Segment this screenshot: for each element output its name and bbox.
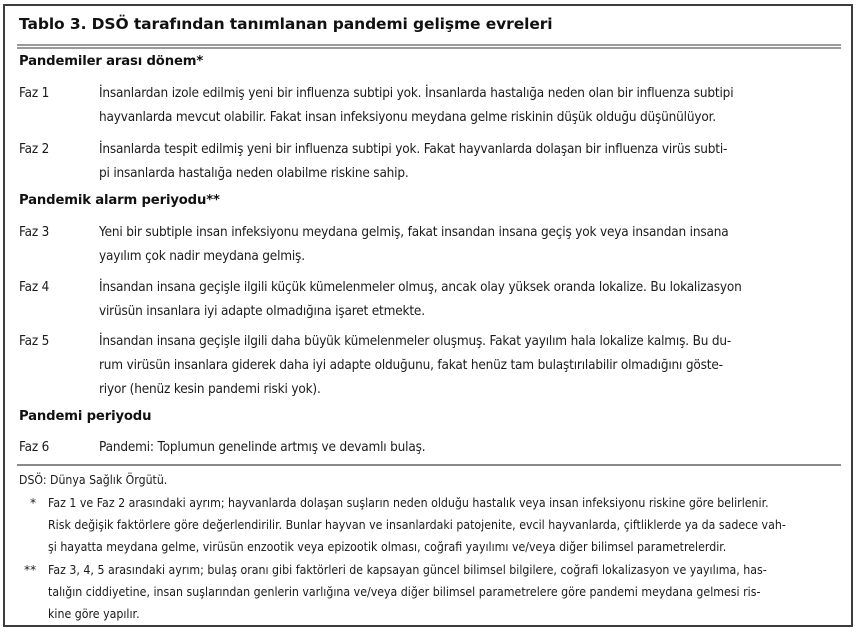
footnote-text — [48, 559, 767, 626]
phase-description-line: İnsandan insana geçişle ilgili küçük kümelenmeler olmuş, ancak olay yüksek oranda lokalize. Bu lokalizasyon — [99, 280, 742, 295]
phase-description-line: riyor (henüz kesin pandemi riski yok). — [99, 382, 321, 397]
title-double-rule — [17, 44, 841, 49]
phase-label: Faz 4 — [19, 280, 50, 295]
phase-description — [99, 276, 742, 324]
phase-description — [99, 82, 733, 130]
footnote-marker: ** — [24, 563, 37, 577]
footnote-line: Risk değişik faktörlere göre değerlendirilir. Bunlar hayvan ve insanlardaki patojenite, evcil hayvanlarda, çiftliklerde ya da sadece vah- — [48, 518, 786, 533]
footnote-line: Faz 1 ve Faz 2 arasındaki ayrım; hayvanlarda dolaşan suşların neden olduğu hastalık veya insan infeksiyonu riskine göre belirlenir. — [48, 496, 769, 510]
phase-description-line: rum virüsün insanlara giderek daha iyi adapte olduğunu, fakat henüz tam bulaştırılabilir olmadığını göste- — [99, 358, 723, 373]
phase-description-line: virüsün insanlara iyi adapte olmadığına işaret etmekte. — [99, 304, 425, 319]
phase-description-line: hayvanlarda mevcut olabilir. Fakat insan infeksiyonu meydana gelme riskinin düşük olduğu düşünülüyor. — [99, 110, 716, 125]
phase-description — [99, 138, 727, 186]
footnote-separator-rule — [17, 464, 841, 466]
phase-label: Faz 5 — [19, 334, 50, 349]
table-title: Tablo 3. DSÖ tarafından tanımlanan pandemi gelişme evreleri — [19, 15, 553, 33]
phase-description-line: Pandemi: Toplumun genelinde artmış ve devamlı bulaş. — [99, 440, 426, 455]
phase-description-line: yayılım çok nadir meydana gelmiş. — [99, 249, 305, 264]
footnote-line: talığın ciddiyetine, insan suşlarından genlerin varlığına ve/veya diğer bilimsel parametrelere göre pandemi meydana gelmesi ris- — [48, 585, 761, 600]
phase-description-line: Yeni bir subtiple insan infeksiyonu meydana gelmiş, fakat insandan insana geçiş yok veya insandan insana — [99, 225, 729, 240]
table-frame — [3, 4, 853, 627]
phase-description — [99, 436, 425, 460]
phase-description-line: İnsanlardan izole edilmiş yeni bir influenza subtipi yok. İnsanlarda hastalığa neden olan bir influenza subtipi — [99, 86, 734, 101]
abbreviation-note: DSÖ: Dünya Sağlık Örgütü. — [19, 473, 168, 487]
phase-description-line: pi insanlarda hastalığa neden olabilme riskine sahip. — [99, 166, 409, 181]
phase-label: Faz 1 — [19, 86, 50, 101]
phase-description-line: İnsanlarda tespit edilmiş yeni bir influenza subtipi yok. Fakat hayvanlarda dolaşan bir influenza virüs subti- — [99, 142, 728, 157]
phase-label: Faz 6 — [19, 440, 50, 455]
section-heading-pandemic-alert: Pandemik alarm periyodu** — [19, 193, 220, 208]
footnote-line: kine göre yapılır. — [48, 607, 140, 622]
phase-description — [99, 221, 728, 269]
phase-description-line: İnsandan insana geçişle ilgili daha büyük kümelenmeler oluşmuş. Fakat yayılım hala lokalize kalmış. Bu du- — [99, 334, 732, 349]
footnote-line: şi hayatta meydana gelme, virüsün enzootik veya epizootik olması, coğrafi yayılımı ve/veya diğer bilimsel parametrelerdir. — [48, 540, 727, 555]
phase-label: Faz 3 — [19, 225, 50, 240]
footnote-line: Faz 3, 4, 5 arasındaki ayrım; bulaş oranı gibi faktörleri de kapsayan güncel bilimsel bilgilere, coğrafi lokalizasyon ve yayılıma, has- — [48, 563, 767, 577]
section-heading-interpandemic: Pandemiler arası dönem* — [19, 54, 204, 69]
footnote-text — [48, 492, 786, 559]
section-heading-pandemic-period: Pandemi periyodu — [19, 409, 152, 424]
phase-label: Faz 2 — [19, 142, 50, 157]
footnote-marker: * — [30, 496, 37, 510]
phase-description — [99, 330, 731, 402]
